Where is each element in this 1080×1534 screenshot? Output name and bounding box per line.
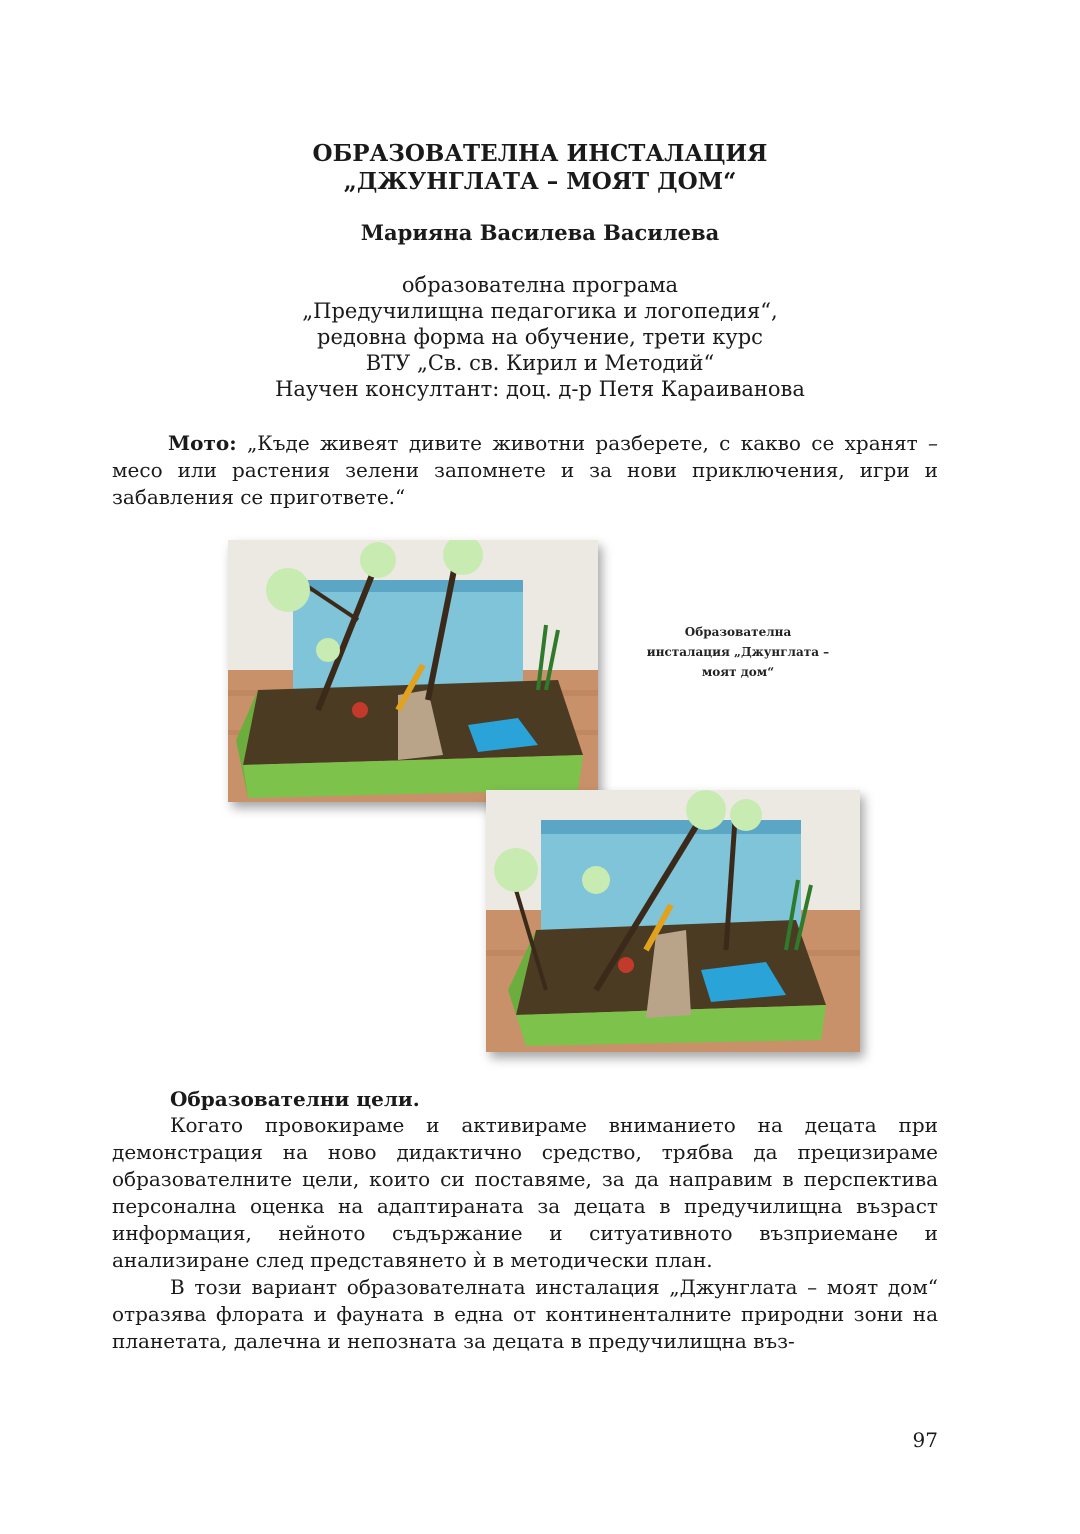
affiliation-line: ВТУ „Св. св. Кирил и Методий“ [365, 351, 715, 375]
title-line-1: ОБРАЗОВАТЕЛНА ИНСТАЛАЦИЯ [312, 140, 768, 167]
figure-caption-line-1: Образователна [684, 625, 792, 639]
affiliation-line: Научен консултант: доц. д-р Петя Караиванова [275, 377, 805, 401]
affiliation-line: редовна форма на обучение, трети курс [317, 325, 763, 349]
affiliation-block [0, 272, 1080, 402]
page-number: 97 [912, 1428, 938, 1452]
figure-caption [624, 622, 852, 682]
title-line-2: „ДЖУНГЛАТА – МОЯТ ДОМ“ [343, 168, 737, 195]
affiliation-line: „Предучилищна педагогика и логопедия“, [302, 299, 778, 323]
figure-caption-line-3: моят дом“ [701, 665, 775, 679]
article-title [0, 140, 1080, 196]
figure-caption-line-2: инсталация „Джунглата – [646, 645, 830, 659]
installation-photo-2 [486, 790, 860, 1052]
body-paragraph-1: Когато провокираме и активираме вниманието на децата при демонстрация на ново дидактично средство, трябва да прецизираме образователните цели, които си поставяме, за да направим в перспектива персонална оценка на адаптираната за децата в предучилищна възраст информация, нейното съдържание и ситуативното възприемане и анализиране след представянето ѝ в методически план. [112, 1113, 938, 1272]
body-paragraph-2: В този вариант образователната инсталация „Джунглата – моят дом“ отразява флората и фауната в една от континенталните природни зони на планетата, далечна и непозната за децата в предучилищна въз- [112, 1275, 938, 1353]
motto-label: Мото: [168, 431, 237, 455]
section-heading: Образователни цели. [170, 1087, 420, 1111]
installation-photo-1 [228, 540, 598, 802]
motto-paragraph [112, 430, 938, 511]
author-name: Марияна Василева Василева [360, 220, 720, 245]
motto-text: „Къде живеят дивите животни разберете, с какво се хранят – месо или растения зелени запомнете и за нови приключения, игри и забавления се пригответе.“ [112, 431, 938, 509]
affiliation-line: образователна програма [401, 273, 679, 297]
